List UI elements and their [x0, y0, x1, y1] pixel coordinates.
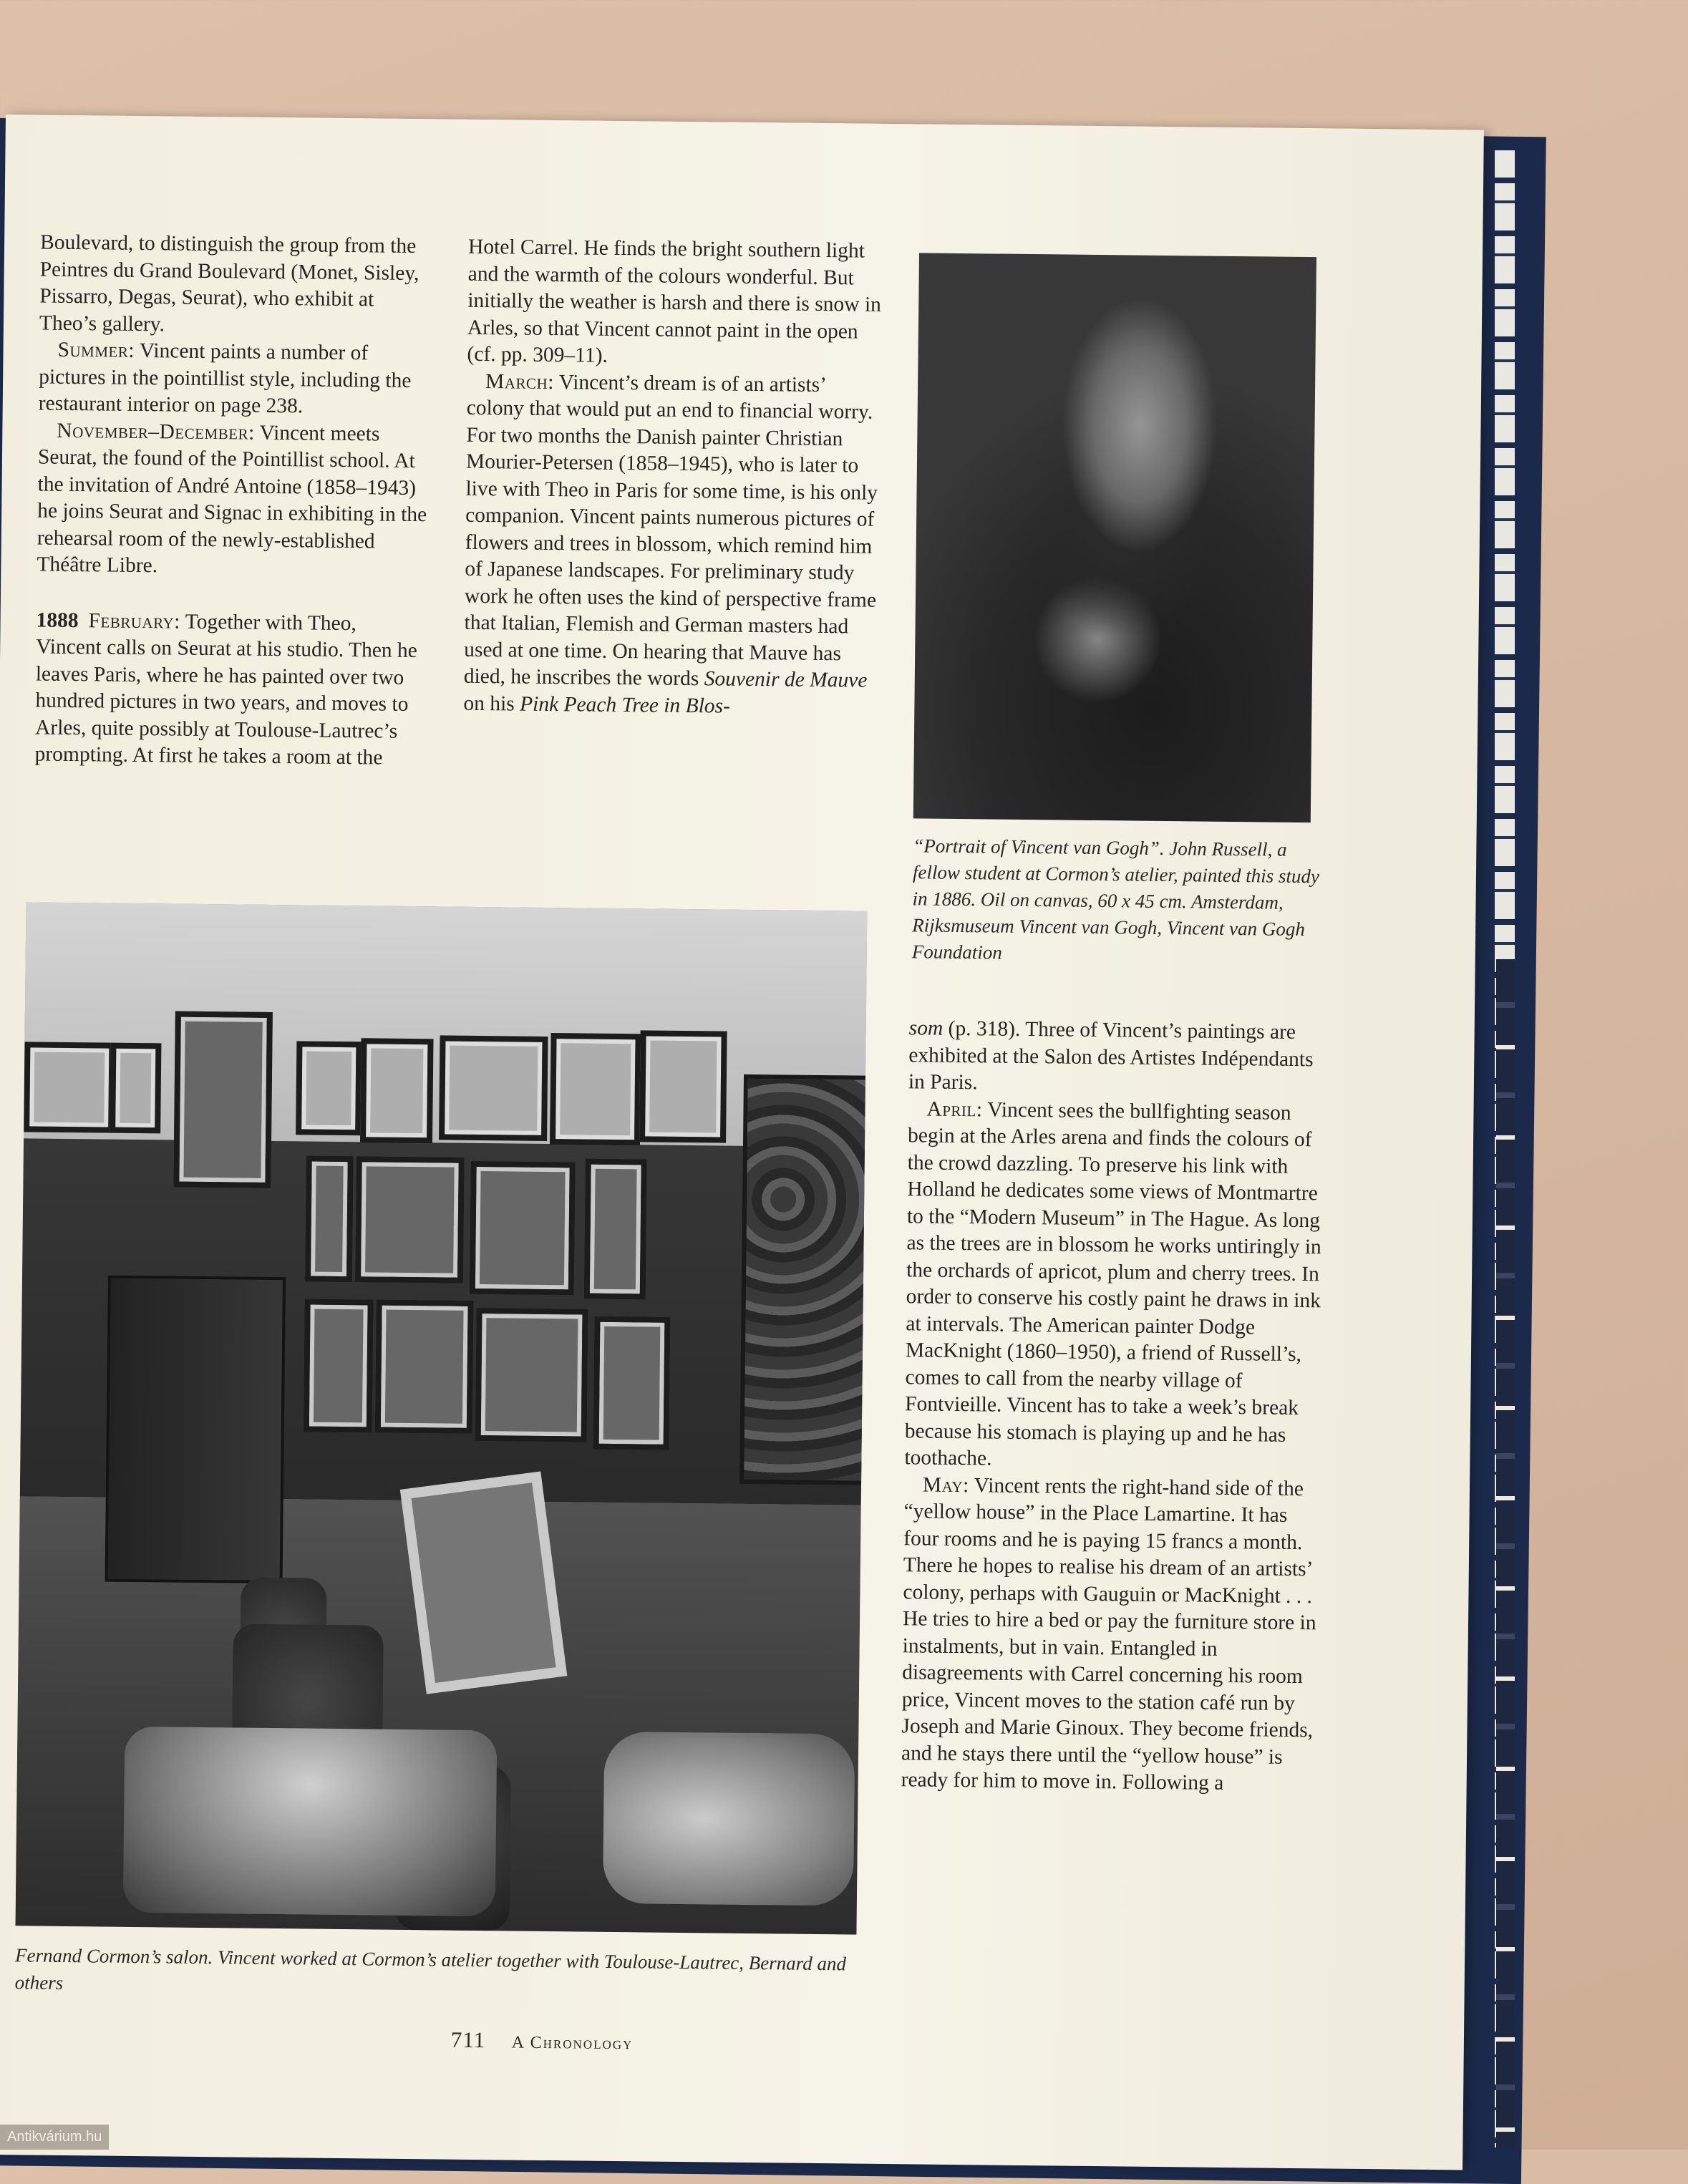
- text-april: Vincent sees the bullfighting season begin at the Arles arena and finds the colours of the crowd dazzling. To preserve his link with Holland he dedicates some views of Montmartre to the “Modern Museum” in The Hague. As long as the trees are in blossom he works untiringly in the orchards of apricot, plum and cherry trees. In order to conserve his costly paint he draws in ink at intervals. The American painter Dodge MacKnight (1860–1950), a friend of Russell’s, comes to call from the nearby village of Fontvieille. Vincent has to take a week’s break because his stomach is playing up and he has toothache.: [904, 1097, 1321, 1470]
- text-column-2: [463, 234, 887, 722]
- paragraph-april: [904, 1096, 1330, 1476]
- text-may: Vincent rents the right-hand side of the “yellow house” in the Place Lamartine. It has four rooms and he is paying 15 francs a month. There he hopes to realise his dream of an artists’ colony, perhaps with Gauguin or MacKnight . . . He tries to hire a bed or pay the furniture store in instalments, but in vain. Entangled in disagreements with Carrel concerning his room price, Vincent moves to the station café run by Joseph and Marie Ginoux. They become friends, and he stays there until the “yellow house” is ready for him to move in. Following a: [901, 1473, 1316, 1795]
- paragraph-1888-february: [34, 607, 426, 772]
- paragraph-boulevard: Boulevard, to distinguish the group from the Peintres du Grand Boulevard (Monet, Sisley, Pissarro, Degas, Seurat), who exhibit at Theo’s gallery.: [39, 230, 419, 336]
- title-souvenir-de-mauve: Souvenir de Mauve: [704, 667, 868, 692]
- title-pink-peach-tree: Pink Peach Tree in Blos-: [519, 692, 731, 718]
- paragraph-summer: [39, 337, 430, 422]
- paragraph-som: [908, 1015, 1332, 1100]
- paragraph-may: [901, 1472, 1327, 1798]
- label-summer: Summer:: [57, 338, 135, 362]
- label-november-december: November–December:: [57, 419, 255, 445]
- book-page: [0, 115, 1484, 2170]
- paragraph-november-december: [37, 417, 428, 583]
- watermark: Antikvárium.hu: [0, 2125, 109, 2150]
- portrait-van-gogh-photo: [913, 253, 1316, 822]
- portrait-caption: “Portrait of Vincent van Gogh”. John Russell, a fellow student at Cormon’s atelier, painted this study in 1886. Oil on canvas, 60 x 45 cm. Amsterdam, Rijksmuseum Vincent van Gogh, Vincent van Gogh Foundation: [911, 835, 1320, 964]
- label-april: April:: [926, 1097, 983, 1121]
- text-november-december: Vincent meets Seurat, the found of the Pointillist school. At the invitation of André Antoine (1858–1943) he joins Seurat and Signac in exhibiting in the rehearsal room of the newly-established Théâtre Libre.: [37, 421, 427, 578]
- text-february: Together with Theo, Vincent calls on Seurat at his studio. Then he leaves Paris, where he has painted over two hundred pictures in two years, and moves to Arles, quite possibly at Toulouse-Lautrec’s prompting. At first he takes a room at the: [34, 610, 418, 770]
- text-march-b: on his: [463, 691, 520, 716]
- paragraph-march: [463, 368, 886, 722]
- text-som: (p. 318). Three of Vincent’s paintings are exhibited at the Salon des Artistes Indépendants in Paris.: [908, 1016, 1314, 1095]
- page-number: 711: [450, 2027, 486, 2053]
- page-footer: [451, 2027, 634, 2055]
- text-column-1: [34, 230, 430, 772]
- title-blossom-continued: som: [908, 1016, 944, 1040]
- label-may: May:: [922, 1473, 970, 1497]
- running-head: A Chronology: [511, 2033, 634, 2054]
- text-column-3: [901, 1015, 1332, 1798]
- salon-caption: Fernand Cormon’s salon. Vincent worked at Cormon’s atelier together with Toulouse-Lautrec, Bernard and others: [14, 1944, 847, 1994]
- text-march-a: Vincent’s dream is of an artists’ colony that would put an end to financial worry. For two months the Danish painter Christian Mourier-Petersen (1858–1945), who is later to live with Theo in Paris for some time, is his only companion. Vincent paints numerous pictures of flowers and trees in blossom, which remind him of Japanese landscapes. For preliminary study work he often uses the kind of perspective frame that Italian, Flemish and German masters had used at one time. On hearing that Mauve has died, he inscribes the words: [463, 370, 878, 691]
- text-summer: Vincent paints a number of pictures in the pointillist style, including the restaurant interior on page 238.: [38, 339, 412, 418]
- label-march: March:: [485, 369, 555, 394]
- paragraph-hotel-carrel: Hotel Carrel. He finds the bright southern light and the warmth of the colours wonderful. But initially the weather is harsh and there is snow in Arles, so that Vincent cannot paint in the open (cf. pp. 309–11).: [467, 235, 882, 367]
- year-heading: 1888: [36, 608, 79, 632]
- label-february: February:: [88, 608, 181, 634]
- cormon-salon-photo: [16, 902, 868, 1934]
- book-page-edge-dark: [1496, 959, 1515, 2147]
